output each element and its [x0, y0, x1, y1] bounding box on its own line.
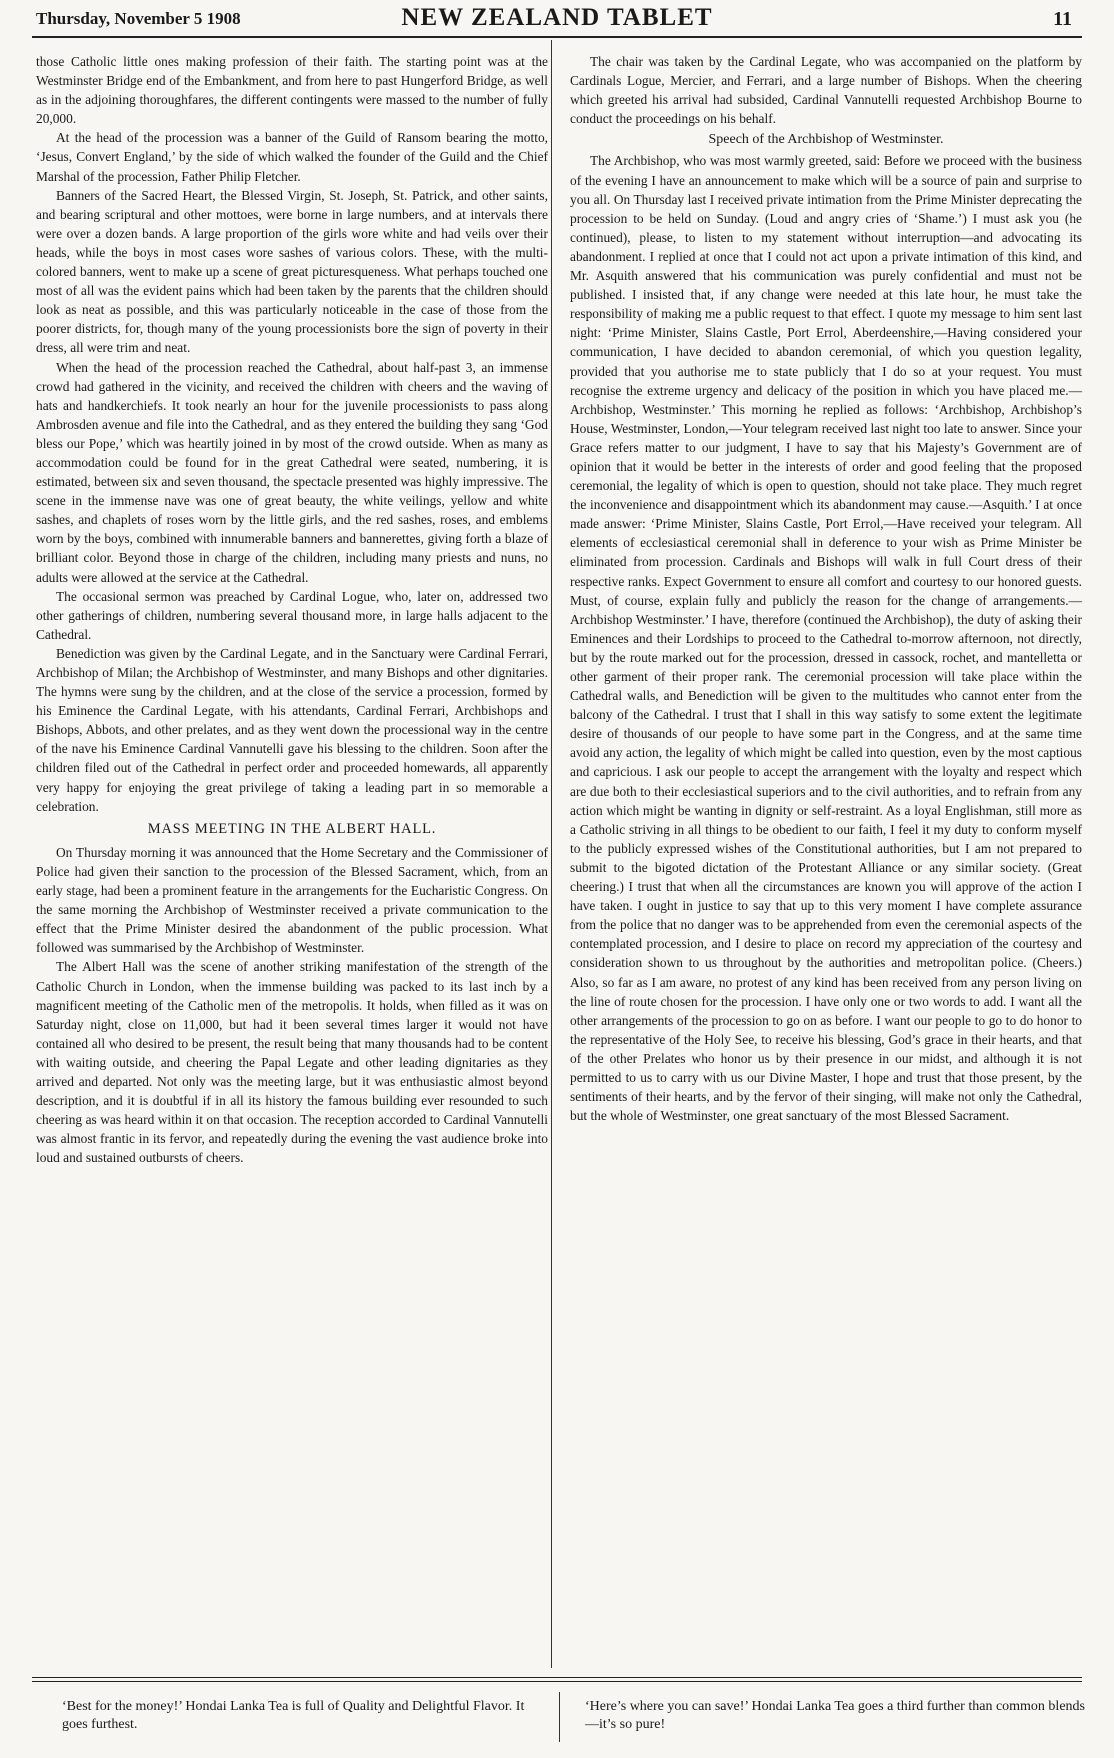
article-paragraph: The chair was taken by the Cardinal Legate, who was accompanied on the platform by Cardinals Logue, Mercier, and Ferrari, and a large number of Bishops. When the cheering which greeted his arrival had subsided, Cardinal Vannutelli requested Archbishop Bourne to conduct the proceedings on his behalf. [570, 54, 1082, 127]
article-paragraph: At the head of the procession was a banner of the Guild of Ransom bearing the motto, ‘Jesus, Convert England,’ by the side of which walked the founder of the Guild and the Chief Marshal of the procession, Father Philip Fletcher. [36, 130, 548, 184]
article-paragraph: The Albert Hall was the scene of another striking manifestation of the strength of the Catholic Church in London, when the immense building was packed to its last inch by a magnificent meeting of the Catholic men of the metropolis. It holds, when filled as it was on Saturday night, close on 11,000, but had it been several times larger it would not have contained all who desired to be present, the result being that many thousands had to be content with waiting outside, and cheering the Papal Legate and other leading dignitaries as they arrived and departed. Not only was the meeting large, but it was enthusiastic almost beyond description, and it is doubtful if in all its history the famous building ever resounded to such cheering as was heard within it on that occasion. The reception accorded to Cardinal Vannutelli was almost frantic in its fervor, and repeatedly during the evening the vast audience broke into loud and sustained outbursts of cheers. [36, 959, 548, 1166]
tea-advertisement-left: ‘Best for the money!’ Hondai Lanka Tea is full of Quality and Delightful Flavor. It goes furthest. [62, 1699, 525, 1732]
article-paragraph: The occasional sermon was preached by Cardinal Logue, who, later on, addressed two other gatherings of children, numbering several thousand more, in large halls adjacent to the Cathedral. [36, 588, 548, 642]
article-paragraph: Benediction was given by the Cardinal Legate, and in the Sanctuary were Cardinal Ferrari, Archbishop of Milan; the Archbishop of Westminster, and many Bishops and other dignitaries. The hymns were sung by the children, and at the close of the service a procession, formed by his Eminence the Cardinal Legate, with his attendants, Cardinal Ferrari, Archbishops and Bishops, Abbots, and other prelates, and as they went down the processional way in the centre of the nave his Eminence Cardinal Vannutelli gave his blessing to the children. Soon after the children filed out of the Cathedral in perfect order and proceeded homewards, all apparently very happy for enjoying the great privilege of taking a leading part in so memorable a celebration. [36, 645, 548, 814]
speech-paragraph: The Archbishop, who was most warmly greeted, said: Before we proceed with the business of the evening I have an announcement to make which will be a source of pain and surprise to you all. On Thursday last I received private intimation from the Prime Minister deprecating the procession to be held on Sunday. (Loud and angry cries of ‘Shame.’) I must ask you (he continued), please, to listen to my statement without interruption—and advocating its abandonment. I replied at once that I could not act upon a private intimation of this kind, and Mr. Asquith answered that his communication was purely confidential and must not be published. I insisted that, if any change were needed at this late hour, he must take the responsibility of making me a public request to that effect. I quote my message to him sent last night: ‘Prime Minister, Slains Castle, Port Errol, Aberdeenshire,—Having considered your communication, I have decided to abandon ceremonial, of which you question legality, provided that you authorise me to state publicly that I do so at your request. You must recognise the extreme urgency and delicacy of the position in which you have placed me.—Archbishop, Westminster.’ This morning he replied as follows: ‘Archbishop, Archbishop’s House, Westminster, London,—Your telegram received last night too late to answer. Since your Grace refers matter to our judgment, I have to say that his Majesty’s Government are of opinion that it would be better in the interests of order and good feeling that the proposed ceremonial, the legality of which is open to question, should not take place. They much regret the inconvenience and disappointment which its abandonment may cause.—Asquith.’ I at once made answer: ‘Prime Minister, Slains Castle, Port Errol,—Have received your telegram. All elements of ecclesiastical ceremonial shall in deference to your wish as Prime Minister be eliminated from procession. Cardinals and Bishops will walk in full Court dress of their respective ranks. Expect Government to ensure all comfort and courtesy to our honored guests. Must, of course, explain fully and publicly the reason for the change of arrangements.—Archbishop Westminster.’ I have, therefore (continued the Archbishop), the duty of asking their Eminences and their Lordships to proceed to the Cathedral to-morrow afternoon, not directly, but by the route marked out for the procession, dressed in cassock, rochet, and mantelletta or other garment of their proper rank. The ceremonial procession will take place within the Cathedral walls, and Benediction will be given to the multitudes who cannot enter from the balcony of the Cathedral. I trust that I shall in this way satisfy to some extent the legitimate desire of thousands of our people to have some part in the Congress, and at the same time avoid any action, the legality of which might be called into question, even by the most captious and capricious. I ask our people to accept the arrangement with the loyalty and respect which are due both to their ecclesiastical superiors and to the civil authorities, and to refrain from any action which might be wanting in dignity or self-restraint. As a loyal Englishman, still more as a Catholic striving in all things to be obedient to our faith, I feel it my duty to conform myself to the publicly expressed wishes of the Constitutional authorities, but I am not prepared to submit to the bigoted dictation of the Protestant Alliance or any similar society. (Great cheering.) I trust that when all the circumstances are known you will approve of the action I have taken. I ought in justice to say that up to this very moment I have complete assurance from the police that no danger was to be apprehended from even the ceremonial aspects of the contemplated procession, and I desire to place on record my appreciation of the courtesy and consideration shown to us throughout by the authorities and metropolitan police. (Cheers.) Also, so far as I am aware, no protest of any kind has been received from any person living on the line of route chosen for the procession. I have only one or two words to add. I want all the other arrangements of the procession to go on as before. I want our people to go to do honor to the representative of the Holy See, to receive his blessing, God’s grace in their hearts, and that of the other Prelates who honor us by their presence in our midst, and although it is not permitted to us to carry with us our Divine Master, I hope and trust that those present, by the sentiments of their hearts, and by the fervor of their singing, will make not only the Cathedral, but the whole of Westminster, one great sanctuary of the most Blessed Sacrament. [570, 153, 1082, 1124]
column-divider [551, 40, 552, 1668]
article-paragraph: those Catholic little ones making profession of their faith. The starting point was at the Westminster Bridge end of the Embankment, and from here to past Hungerford Bridge, as well as in the adjoining thoroughfares, the different contingents were massed to the number of fully 20,000. [36, 54, 548, 127]
header-rule [32, 36, 1082, 38]
article-paragraph: Banners of the Sacred Heart, the Blessed Virgin, St. Joseph, St. Patrick, and other saints, and bearing scriptural and other mottoes, were borne in large numbers, and at intervals there were over a dozen bands. A large proportion of the girls wore white and had veils over their heads, while the boys in most cases wore sashes of various colors. These, with the multi-colored banners, went to make up a scene of great picturesqueness. What perhaps touched one most of all was the evident pains which had been taken by the parents that the children should look as neat as possible, and this was particularly noticeable in the case of those from the poorer districts, for, though many of the young processionists bore the sign of poverty in their dress, all were trim and neat. [36, 187, 548, 356]
masthead [32, 4, 1082, 34]
page-number: 11 [1053, 8, 1072, 30]
speech-subheading: Speech of the Archbishop of Westminster. [708, 132, 944, 148]
issue-date: Thursday, November 5 1908 [36, 9, 241, 28]
article-paragraph: When the head of the procession reached the Cathedral, about half-past 3, an immense crowd had gathered in the vicinity, and received the children with cheers and the waving of hats and handkerchiefs. It took nearly an hour for the juvenile processionists to pass along Ambrosden avenue and file into the Cathedral, and as they entered the building they sang ‘God bless our Pope,’ which was heartily joined in by most of the crowd outside. When as many as accommodation could be found for in the great Cathedral were seated, numbering, it is estimated, between six and seven thousand, the spectacle presented was highly impressive. The scene in the immense nave was one of great beauty, the white veilings, yellow and white sashes, and chaplets of roses worn by the little girls, and the red sashes, roses, and emblems worn by the boys, combined with innumerable banners and bannerettes, giving forth a blaze of brilliant color. Beyond those in charge of the children, including many priests and nuns, no adults were allowed at the service at the Cathedral. [36, 359, 548, 585]
footer-rule-thin [32, 1681, 1082, 1682]
advertisement-divider [559, 1692, 560, 1742]
newspaper-title: NEW ZEALAND TABLET [401, 4, 713, 31]
tea-advertisement-right: ‘Here’s where you can save!’ Hondai Lanka Tea goes a third further than common blends—it’s so pure! [585, 1699, 1085, 1732]
section-heading: MASS MEETING IN THE ALBERT HALL. [147, 820, 437, 837]
right-column [570, 52, 1082, 1125]
footer-rule [32, 1677, 1082, 1678]
left-column [36, 52, 548, 1167]
article-paragraph: On Thursday morning it was announced that the Home Secretary and the Commissioner of Police had given their sanction to the procession of the Blessed Sacrament, which, from an early stage, had been a prominent feature in the arrangements for the Eucharistic Congress. On the same morning the Archbishop of Westminster received a private communication to the effect that the Prime Minister desired the abandonment of the public procession. What followed was summarised by the Archbishop of Westminster. [36, 844, 548, 956]
